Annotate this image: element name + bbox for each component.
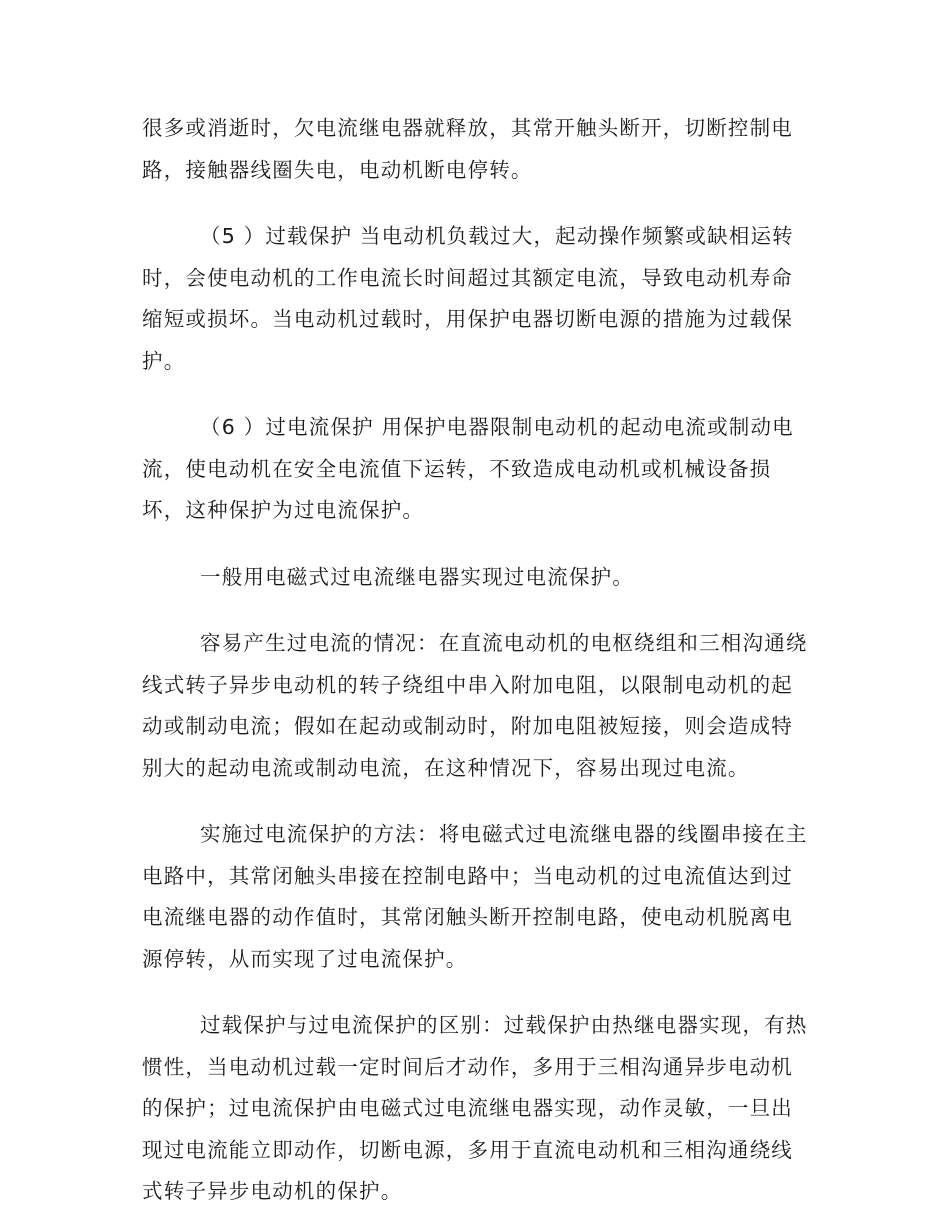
paragraph-overcurrent-protection — [142, 407, 812, 532]
paragraph-gap — [142, 382, 812, 407]
text-line: （6 ）过电流保护 用保护电器限制电动机的起动电流或制动电 — [200, 415, 794, 439]
text-line: 护。 — [142, 348, 186, 373]
text-line: 电路中，其常闭触头串接在控制电路中；当电动机的过电流值达到过 — [142, 863, 793, 888]
text-line: 动或制动电流；假如在起动或制动时，附加电阻被短接，则会造成特 — [142, 714, 793, 738]
text-line: 惯性，当电动机过载一定时间后才动作，多用于三相沟通异步电动机 — [142, 1054, 793, 1079]
text-line: 式转子异步电动机的保护。 — [142, 1179, 403, 1203]
text-line: 很多或消逝时，欠电流继电器就释放，其常开触头断开，切断控制电 — [142, 116, 793, 140]
paragraph-gap — [142, 191, 812, 216]
text-line: 一般用电磁式过电流继电器实现过电流保护。 — [200, 564, 634, 589]
text-line: 线式转子异步电动机的转子绕组中串入附加电阻，以限制电动机的起 — [142, 672, 793, 697]
text-line: 现过电流能立即动作，切断电源，多用于直流电动机和三相沟通绕线 — [142, 1137, 793, 1162]
paragraph-protection-difference — [142, 1005, 812, 1213]
paragraph-gap — [142, 532, 812, 557]
paragraph-gap — [142, 598, 812, 623]
paragraph-overload-protection — [142, 216, 812, 382]
text-line: 源停转，从而实现了过电流保护。 — [142, 946, 468, 971]
text-line: 流，使电动机在安全电流值下运转，不致造成电动机或机械设备损 — [142, 456, 772, 481]
text-line: 实施过电流保护的方法：将电磁式过电流继电器的线圈串接在主 — [200, 822, 808, 846]
text-line: 的保护；过电流保护由电磁式过电流继电器实现，动作灵敏，一旦出 — [142, 1096, 793, 1120]
text-line: 过载保护与过电流保护的区别：过载保护由热继电器实现，有热 — [200, 1013, 808, 1037]
text-line: （5 ）过载保护 当电动机负载过大，起动操作频繁或缺相运转 — [200, 224, 794, 248]
text-line: 坏，这种保护为过电流保护。 — [142, 498, 425, 522]
paragraph-overcurrent-method — [142, 814, 812, 980]
text-line: 容易产生过电流的情况：在直流电动机的电枢绕组和三相沟通绕 — [200, 631, 808, 655]
paragraph-gap — [142, 789, 812, 814]
text-line: 路，接触器线圈失电，电动机断电停转。 — [142, 157, 533, 182]
text-line: 别大的起动电流或制动电流，在这种情况下，容易出现过电流。 — [142, 755, 750, 780]
text-line: 时，会使电动机的工作电流长时间超过其额定电流，导致电动机寿命 — [142, 265, 793, 290]
paragraph-gap — [142, 980, 812, 1005]
paragraph-overcurrent-relay — [142, 557, 812, 599]
paragraph-undercurrent-end — [142, 108, 812, 191]
document-body — [142, 108, 812, 1213]
text-line: 缩短或损坏。当电动机过载时，用保护电器切断电源的措施为过载保 — [142, 307, 793, 331]
text-line: 电流继电器的动作值时，其常闭触头断开控制电路，使电动机脱离电 — [142, 905, 793, 929]
paragraph-overcurrent-causes — [142, 623, 812, 789]
